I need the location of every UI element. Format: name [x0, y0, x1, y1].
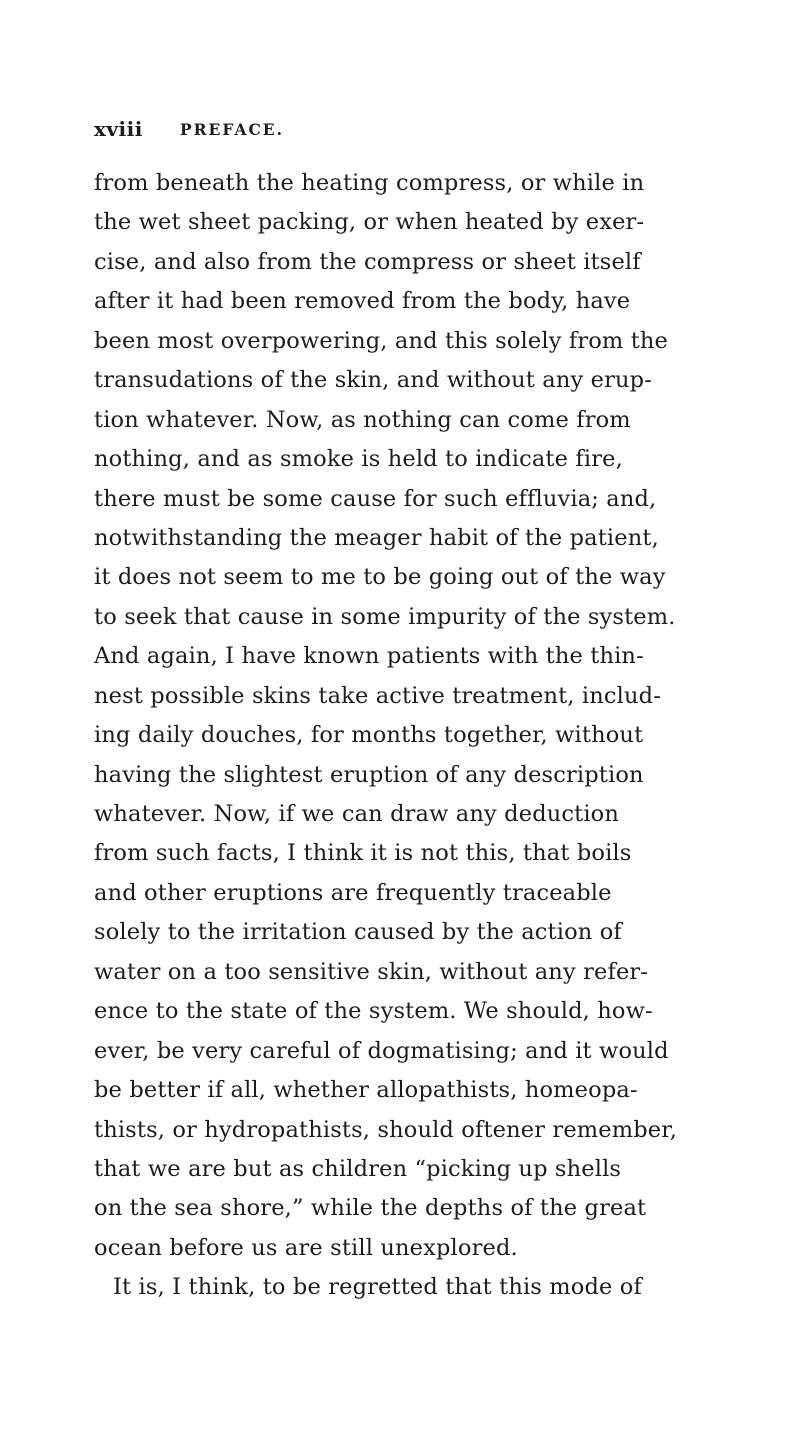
text-line: whatever. Now, if we can draw any deduction	[94, 801, 620, 827]
text-line: tion whatever. Now, as nothing can come from	[94, 406, 631, 433]
text-line: to seek that cause in some impurity of the system.	[94, 603, 676, 630]
text-line: be better if all, whether allopathists, homeopa-	[94, 1077, 638, 1104]
text-line: from such facts, I think it is not this, that boils	[94, 840, 632, 867]
body-text	[94, 164, 744, 1308]
running-head-title: PREFACE.	[180, 120, 285, 139]
running-head	[94, 118, 734, 148]
text-line: ever, be very careful of dogmatising; and it would	[94, 1037, 669, 1064]
text-line: ing daily douches, for months together, without	[94, 722, 644, 749]
text-line: nothing, and as smoke is held to indicate fire,	[94, 446, 623, 473]
text-line: ence to the state of the system. We should, how-	[94, 998, 653, 1025]
text-line: nest possible skins take active treatment, includ-	[94, 682, 661, 709]
text-line: cise, and also from the compress or sheet itself	[94, 248, 641, 275]
paragraph-start-line: It is, I think, to be regretted that this mode of	[113, 1274, 642, 1301]
page-number: xviii	[94, 117, 143, 141]
text-line: there must be some cause for such effluvia; and,	[94, 485, 657, 512]
text-line: thists, or hydropathists, should oftener remember,	[94, 1116, 677, 1143]
text-line: on the sea shore,” while the depths of the great	[94, 1195, 647, 1222]
text-line: the wet sheet packing, or when heated by exer-	[94, 209, 645, 236]
text-line: And again, I have known patients with the thin-	[94, 643, 644, 670]
text-line: notwithstanding the meager habit of the patient,	[94, 524, 659, 551]
text-line: having the slightest eruption of any description	[94, 761, 644, 788]
text-line: been most overpowering, and this solely from the	[94, 327, 669, 354]
text-line: ocean before us are still unexplored.	[94, 1234, 518, 1261]
text-line: transudations of the skin, and without any erup-	[94, 367, 652, 394]
text-line: that we are but as children “picking up shells	[94, 1155, 622, 1182]
text-line: from beneath the heating compress, or while in	[94, 170, 645, 196]
text-line: solely to the irritation caused by the action of	[94, 919, 622, 946]
text-line: and other eruptions are frequently traceable	[94, 879, 612, 906]
text-line: it does not seem to me to be going out of the way	[94, 564, 666, 591]
text-line: after it had been removed from the body, have	[94, 288, 631, 315]
text-line: water on a too sensitive skin, without any refer-	[94, 958, 649, 985]
